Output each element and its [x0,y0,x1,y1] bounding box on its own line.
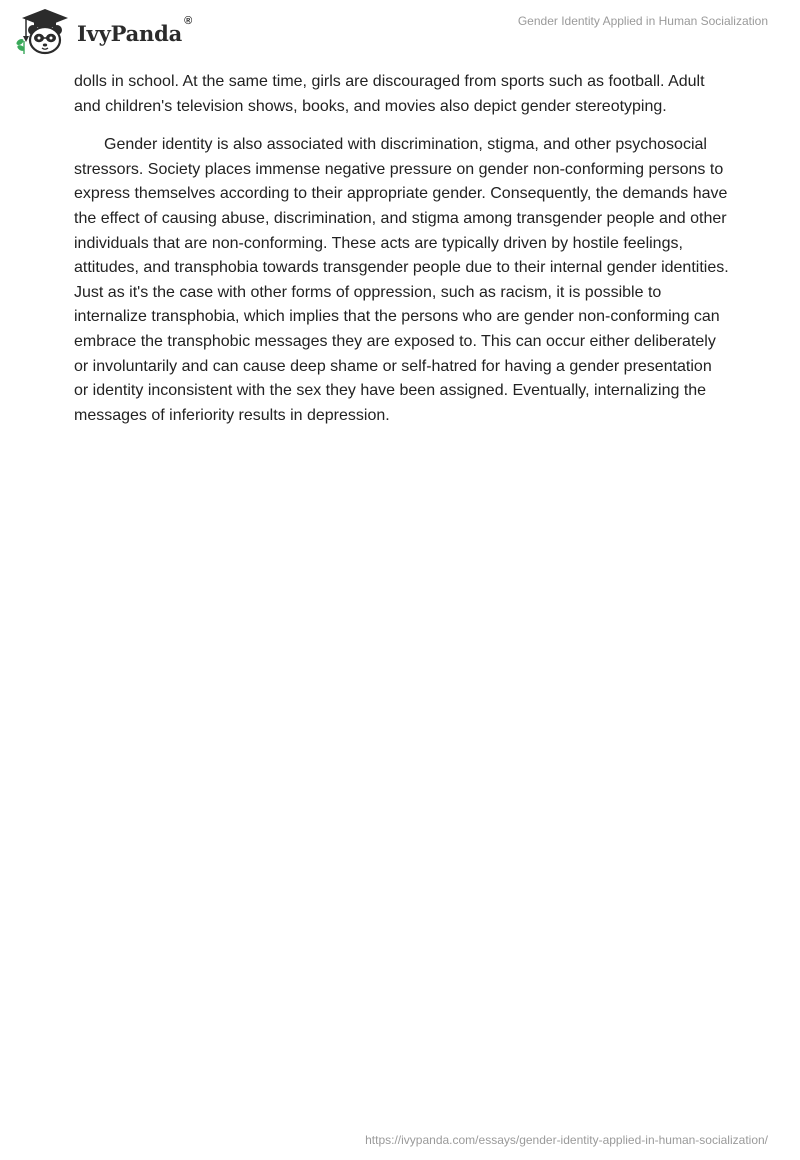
paragraph: dolls in school. At the same time, girls are discouraged from sports such as football. Adult and children's television shows, books, and movies also depict gender stereotyping. [74,73,705,115]
registered-mark: ® [184,14,193,27]
page-header [0,0,800,66]
source-url-link[interactable]: https://ivypanda.com/essays/gender-identity-applied-in-human-socialization/ [365,1133,768,1147]
brand-logo[interactable] [14,8,193,56]
brand-name: IvyPanda ® [77,14,193,46]
panda-graduate-icon [14,8,76,56]
document-title: Gender Identity Applied in Human Socialization [517,14,768,28]
essay-body [74,70,730,442]
paragraph: Gender identity is also associated with discrimination, stigma, and other psychosocial stressors. Society places immense negative pressure on gender non-conforming persons to express themselves according to their appropriate gender. Consequently, the demands have the effect of causing abuse, discrimination, and stigma among transgender people and other individuals that are non-conforming. These acts are typically driven by hostile feelings, attitudes, and transphobia towards transgender people due to their internal gender identities. Just as it's the case with other forms of oppression, such as racism, it is possible to internalize transphobia, which implies that the persons who are gender non-conforming can embrace the transphobic messages they are exposed to. This can occur either deliberately or involuntarily and can cause deep shame or self-hatred for having a gender presentation or identity inconsistent with the sex they have been assigned. Eventually, internalizing the messages of inferiority results in depression. [74,136,729,424]
